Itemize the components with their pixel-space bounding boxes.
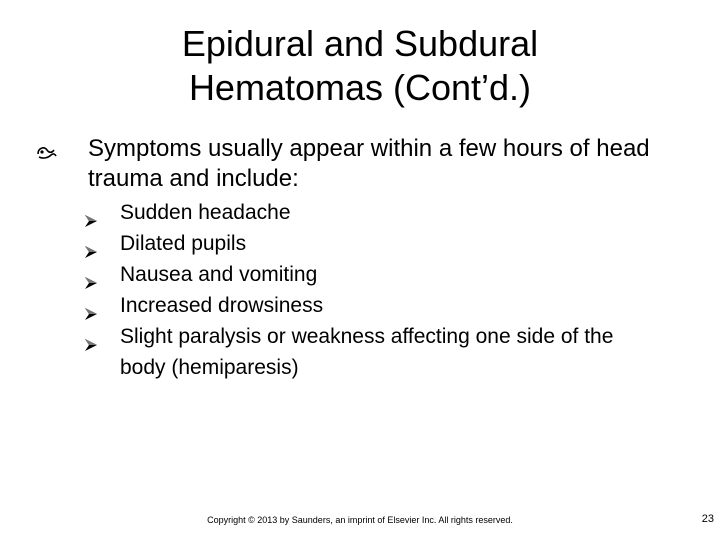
page-number: 23 bbox=[701, 513, 714, 525]
fleuron-bullet-icon bbox=[36, 144, 58, 160]
list-item-text: Increased drowsiness bbox=[120, 294, 324, 317]
slide-title bbox=[60, 22, 660, 110]
arrowhead-bullet-icon bbox=[84, 299, 98, 313]
copyright-footer: Copyright © 2013 by Saunders, an imprint of Elsevier Inc. All rights reserved. bbox=[207, 515, 513, 525]
symptom-list bbox=[84, 197, 664, 383]
slide-title-line-1: Epidural and Subdural bbox=[181, 23, 539, 64]
list-item-text: Dilated pupils bbox=[120, 232, 247, 255]
arrowhead-bullet-icon bbox=[84, 330, 98, 344]
list-item bbox=[84, 290, 664, 321]
list-item bbox=[84, 321, 664, 383]
list-item bbox=[84, 197, 664, 228]
list-item-text: Nausea and vomiting bbox=[120, 263, 318, 286]
slide-title-line-2: Hematomas (Cont’d.) bbox=[188, 67, 532, 108]
list-item-text: Slight paralysis or weakness affecting one side of the body (hemiparesis) bbox=[120, 325, 614, 379]
list-item bbox=[84, 228, 664, 259]
main-bullet-text: Symptoms usually appear within a few hours of head trauma and include: bbox=[88, 135, 650, 192]
list-item-text: Sudden headache bbox=[120, 201, 291, 224]
arrowhead-bullet-icon bbox=[84, 237, 98, 251]
arrowhead-bullet-icon bbox=[84, 206, 98, 220]
arrowhead-bullet-icon bbox=[84, 268, 98, 282]
list-item bbox=[84, 259, 664, 290]
